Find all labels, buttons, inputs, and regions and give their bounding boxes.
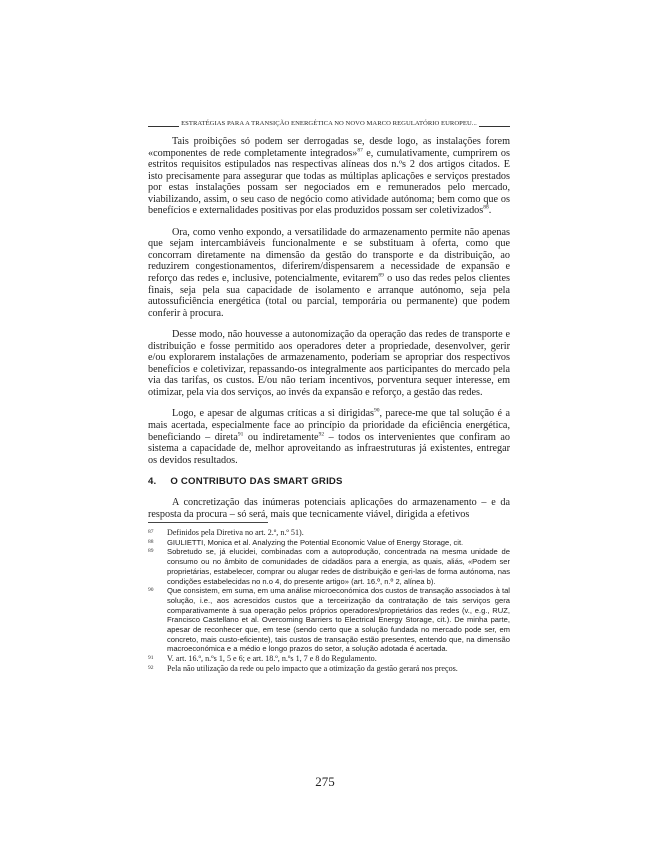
footnote — [148, 538, 510, 548]
footnote-ref[interactable]: 90 — [373, 408, 380, 415]
body-text — [148, 136, 510, 530]
footnote — [148, 547, 510, 586]
footnote-number: 90 — [148, 587, 154, 594]
footnote-number: 92 — [148, 664, 154, 671]
page-number: 275 — [315, 774, 335, 789]
footnote-number: 89 — [148, 548, 154, 555]
footnote-number: 87 — [148, 529, 154, 535]
paragraph: Desse modo, não houvesse a autonomização da operação das redes de transporte e distribuição e fosse permitido aos operadores deter a propriedade, desenvolver, gerir e/ou explorarem instalações de armazenamento, poderiam se apropriar dos respectivos benefícios e coletivizar, repassando-os integralmente aos participantes do mercado pela via das tarifas, os custos. E/ou não teriam incentivos, porventura sequer interesse, em otimizar, pela via dos serviços, ao invés da expansão e reforço, a gestão das redes. — [148, 329, 510, 398]
paragraph: Ora, como venho expondo, a versatilidade do armazenamento permite não apenas que sejam intercambiáveis funcionalmente e se substituam à oferta, como que concorram diretamente na dimensão da gestão do transporte e da distribuição, ao reduzirem congestionamentos, diferirem/dispensarem a necessidade de expansão e reforço das redes e, inclusive, potencialmente, evitarem$^{89}$ o uso das redes pelos clientes finais, seja pela sua capacidade de isolamento e arranque autónomo, seja pela autossuficiência energética (total ou parcial, temporária ou permanente) que podem conferir à procura. — [148, 226, 510, 319]
footnote-divider — [148, 522, 268, 523]
footnote-ref[interactable]: 91 — [237, 431, 244, 438]
section-paragraph: A concretização das inúmeras potenciais aplicações do armazenamento – e da resposta da procura – só será, mais que tecnicamente viável, dirigida a efetivos — [148, 497, 510, 520]
footnote-text: Sobretudo se, já elucidei, combinadas com a autoprodução, concentrada na mesma unidade de consumo ou no âmbito de comunidades de cidadãos para a energia, as quais, aliás, «Podem ser proprietárias, estabelecer, comprar ou alugar redes de distribuição e geri-las de forma autónoma, nas condições estabelecidas no n.o 4, do presente artigo» (art. 16.º, n.º 2, alínea b). — [167, 547, 510, 586]
footnote-number: 88 — [148, 538, 154, 545]
footnote-ref[interactable]: 88 — [483, 204, 489, 211]
footnote-number: 91 — [148, 655, 154, 662]
running-head-text: ESTRATÉGIAS PARA A TRANSIÇÃO ENERGÉTICA NO NOVO MARCO REGULATÓRIO EUROPEU... — [181, 120, 477, 127]
footnote-text: Pela não utilização da rede ou pelo impacto que a otimização da gestão gerará nos preços. — [167, 663, 458, 673]
footnote-text: Que consistem, em suma, em uma análise microeconómica dos custos de transação associados à tal solução, i.e., aos acrescidos custos que a terceirização da contratação de tais serviços gera comparativamente à sua operação pelos próprios operadores/proprietários das redes (v., e.g., RUZ, Francisco Castellano et al. Overcoming Barriers to Electrical Energy Storage, cit.). De minha parte, apesar de reconhecer que, em tese (sendo certo que a solução fundada no mercado pode ser, em concreto, mais custo-eficiente), tais custos de transação estão presentes, entendo que, na dimensão macroeconómica e a médio e longo prazos do setor, a solução adotada é acertada. — [167, 586, 510, 654]
footnote-text: V. art. 16.º, n.ºs 1, 5 e 6; e art. 18.º, n.ºs 1, 7 e 8 do Regulamento. — [167, 654, 377, 664]
section-number: 4. — [148, 476, 157, 488]
footnote-text: GIULIETTI, Monica et al. Analyzing the Potential Economic Value of Energy Storage, cit. — [167, 537, 464, 547]
paragraph: Tais proibições só podem ser derrogadas se, desde logo, as instalações forem «componentes de rede completamente integrados»$^{87}$ e, cumulativamente, cumprirem os estritos requisitos estipulados nas respectivas alíneas dos n.ºs 2 dos artigos citados. E isto precisamente para assegurar que todas as múltiplas aplicações e serviços prestados por estas instalações possam ser negociados em e remunerados pelo mercado, viabilizando, assim, o seu caso de negócio como atividade autónoma; bem como que os benefícios e externalidades positivas por elas produzidos possam ser coletivizados$^{88}$. — [148, 136, 510, 217]
footnote-text: Definidos pela Diretiva no art. 2.º, n.º 51). — [167, 528, 304, 537]
footnote — [148, 528, 510, 538]
footnote-ref[interactable]: 89 — [378, 272, 384, 279]
footnote — [148, 664, 510, 674]
footnotes — [148, 528, 510, 674]
section-heading — [148, 476, 510, 487]
running-head-rule-left — [148, 120, 179, 127]
paragraph: Logo, e apesar de algumas críticas a si dirigidas$^{90}$, parece-me que tal solução é a mais acertada, especialmente face ao princípio da prioridade da eficiência energética, beneficiando – direta$^{91}$ ou indiretamente$^{92}$ – todos os intervenientes que confiram ao sistema a capacidade de, melhor aproveitando as infraestruturas já existentes, entregar os devidos resultados. — [148, 408, 510, 466]
footnote — [148, 586, 510, 654]
running-head-rule-right — [479, 120, 510, 127]
section-title: O CONTRIBUTO DAS SMART GRIDS — [170, 476, 343, 488]
footnote — [148, 654, 510, 664]
footnote-ref[interactable]: 92 — [318, 431, 325, 438]
running-head — [148, 120, 510, 127]
footnote-ref[interactable]: 87 — [357, 147, 363, 154]
